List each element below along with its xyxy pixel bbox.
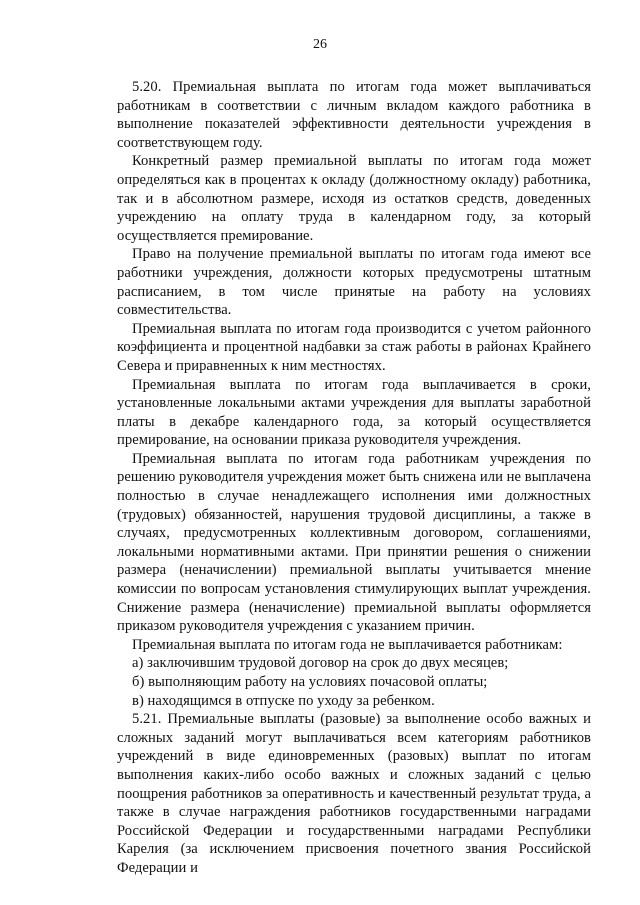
paragraph-not-paid-intro: Премиальная выплата по итогам года не выплачивается работникам: <box>132 636 563 653</box>
paragraph-bonus-amount: Конкретный размер премиальной выплаты по итогам года может определяться как в процентах к окладу (должностному окладу) работника, так и в абсолютном размере, исходя из остатков средств, доведенных учреждению на оплату труда в календарном году, за который осуществляется премирование. <box>117 153 591 244</box>
paragraph-reduction: Премиальная выплата по итогам года работникам учреждения по решению руководителя учреждения может быть снижена или не выплачена полностью в случае ненадлежащего исполнения ими должностных (трудовых) обязанностей, нарушения трудовой дисциплины, а также в случаях, предусмотренных коллективным договором, соглашениями, локальными нормативными актами. При принятии решения о снижении размера (неначислении) премиальной выплаты учитывается мнение комиссии по вопросам установления стимулирующих выплат учреждения. Снижение размера (неначисление) премиальной выплаты оформляется приказом руководителя учреждения с указанием причин. <box>117 450 591 635</box>
paragraph-eligibility: Право на получение премиальной выплаты по итогам года имеют все работники учреждения, должности которых предусмотрены штатным расписанием, в том числе принятые на работу на условиях совместительства. <box>117 246 591 319</box>
paragraph-5-21: 5.21. Премиальные выплаты (разовые) за выполнение особо важных и сложных заданий могут выплачиваться всем категориям работников учреждений в виде единовременных (разовых) выплат по итогам выполнения каких-либо особо важных и сложных заданий с целью поощрения работников за оперативность и качественный результат труда, а также в случае награждения работников государственными наградами Российской Федерации и государственными наградами Республики Карелия (за исключением присвоения почетного звания Российской Федерации и <box>117 711 591 876</box>
list-item-a: а) заключившим трудовой договор на срок до двух месяцев; <box>132 655 509 672</box>
page-number: 26 <box>313 37 327 52</box>
paragraph-payment-terms: Премиальная выплата по итогам года выплачивается в сроки, установленные локальными актами учреждения для выплаты заработной платы в декабре календарного года, за который осуществляется премирование, на основании приказа руководителя учреждения. <box>117 376 591 449</box>
list-item-b: б) выполняющим работу на условиях почасовой оплаты; <box>132 674 488 690</box>
list-item-c: в) находящимся в отпуске по уходу за ребенком. <box>132 692 435 709</box>
paragraph-5-20: 5.20. Премиальная выплата по итогам года может выплачиваться работникам в соответствии с личным вкладом каждого работника в выполнение показателей эффективности деятельности учреждения в соответствующем году. <box>117 79 591 151</box>
paragraph-regional-coefficient: Премиальная выплата по итогам года производится с учетом районного коэффициента и процентной надбавки за стаж работы в районах Крайнего Севера и приравненных к ним местностях. <box>117 320 591 374</box>
document-body <box>117 78 591 878</box>
